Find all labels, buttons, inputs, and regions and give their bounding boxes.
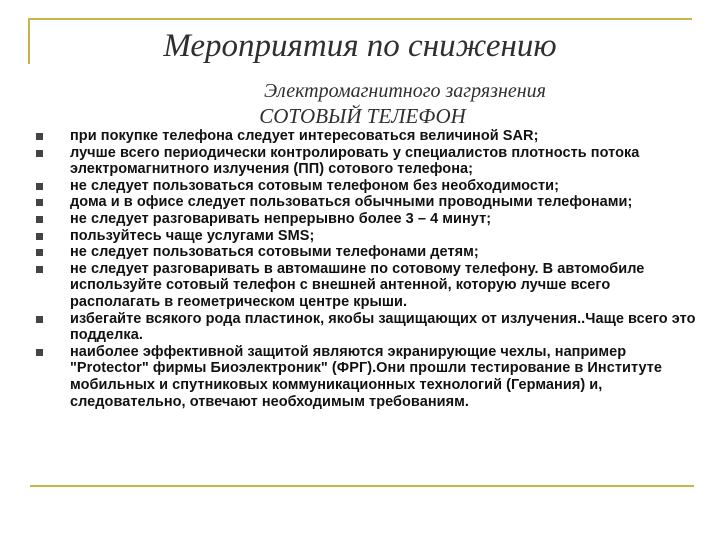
list-item-text: дома и в офисе следует пользоваться обычными проводными телефонами;	[70, 194, 633, 211]
list-item-text: не следует разговаривать непрерывно более 3 – 4 минут;	[70, 210, 492, 227]
list-item	[36, 311, 696, 344]
list-item	[36, 211, 696, 228]
list-item-text: наиболее эффективной защитой являются экранирующие чехлы, например "Protector" фирмы Биоэлектроник" (ФРГ).Они прошли тестирование в Институте мобильных и спутниковых коммуникационных технологий (Германия) и, следовательно, отвечают необходимым требованиям.	[70, 343, 663, 410]
square-bullet-icon	[36, 183, 43, 190]
list-item	[36, 178, 696, 195]
list-item	[36, 244, 696, 261]
list-item	[36, 194, 696, 211]
square-bullet-icon	[36, 316, 43, 323]
list-item-text: при покупке телефона следует интересоваться величиной SAR;	[70, 128, 539, 144]
list-item	[36, 344, 696, 410]
list-item-text: избегайте всякого рода пластинок, якобы защищающих от излучения..Чаще всего это подделка.	[70, 310, 696, 344]
list-item	[36, 145, 696, 178]
square-bullet-icon	[36, 349, 43, 356]
square-bullet-icon	[36, 266, 43, 273]
list-item	[36, 128, 696, 145]
slide-subtitle: Электромагнитного загрязнения	[264, 80, 546, 102]
square-bullet-icon	[36, 133, 43, 140]
list-item	[36, 261, 696, 311]
list-item-text: не следует пользоваться сотовыми телефонами детям;	[70, 244, 479, 261]
slide-title: Мероприятия по снижению	[163, 28, 557, 64]
square-bullet-icon	[36, 249, 43, 256]
square-bullet-icon	[36, 199, 43, 206]
list-item-text: пользуйтесь чаще услугами SMS;	[70, 227, 315, 244]
slide-heading: СОТОВЫЙ ТЕЛЕФОН	[259, 104, 466, 128]
decorative-top-line	[28, 18, 692, 20]
recommendation-list	[36, 128, 696, 410]
list-item	[36, 228, 696, 245]
square-bullet-icon	[36, 216, 43, 223]
decorative-bottom-line	[30, 485, 694, 487]
list-item-text: не следует пользоваться сотовым телефоном без необходимости;	[70, 177, 559, 194]
square-bullet-icon	[36, 150, 43, 157]
list-item-text: лучше всего периодически контролировать у специалистов плотность потока электромагнитного излучения (ПП) сотового телефона;	[70, 144, 640, 178]
square-bullet-icon	[36, 233, 43, 240]
list-item-text: не следует разговаривать в автомашине по сотовому телефону. В автомобиле используйте сотовый телефон с внешней антенной, которую лучше всего располагать в геометрическом центре крыши.	[70, 260, 645, 310]
